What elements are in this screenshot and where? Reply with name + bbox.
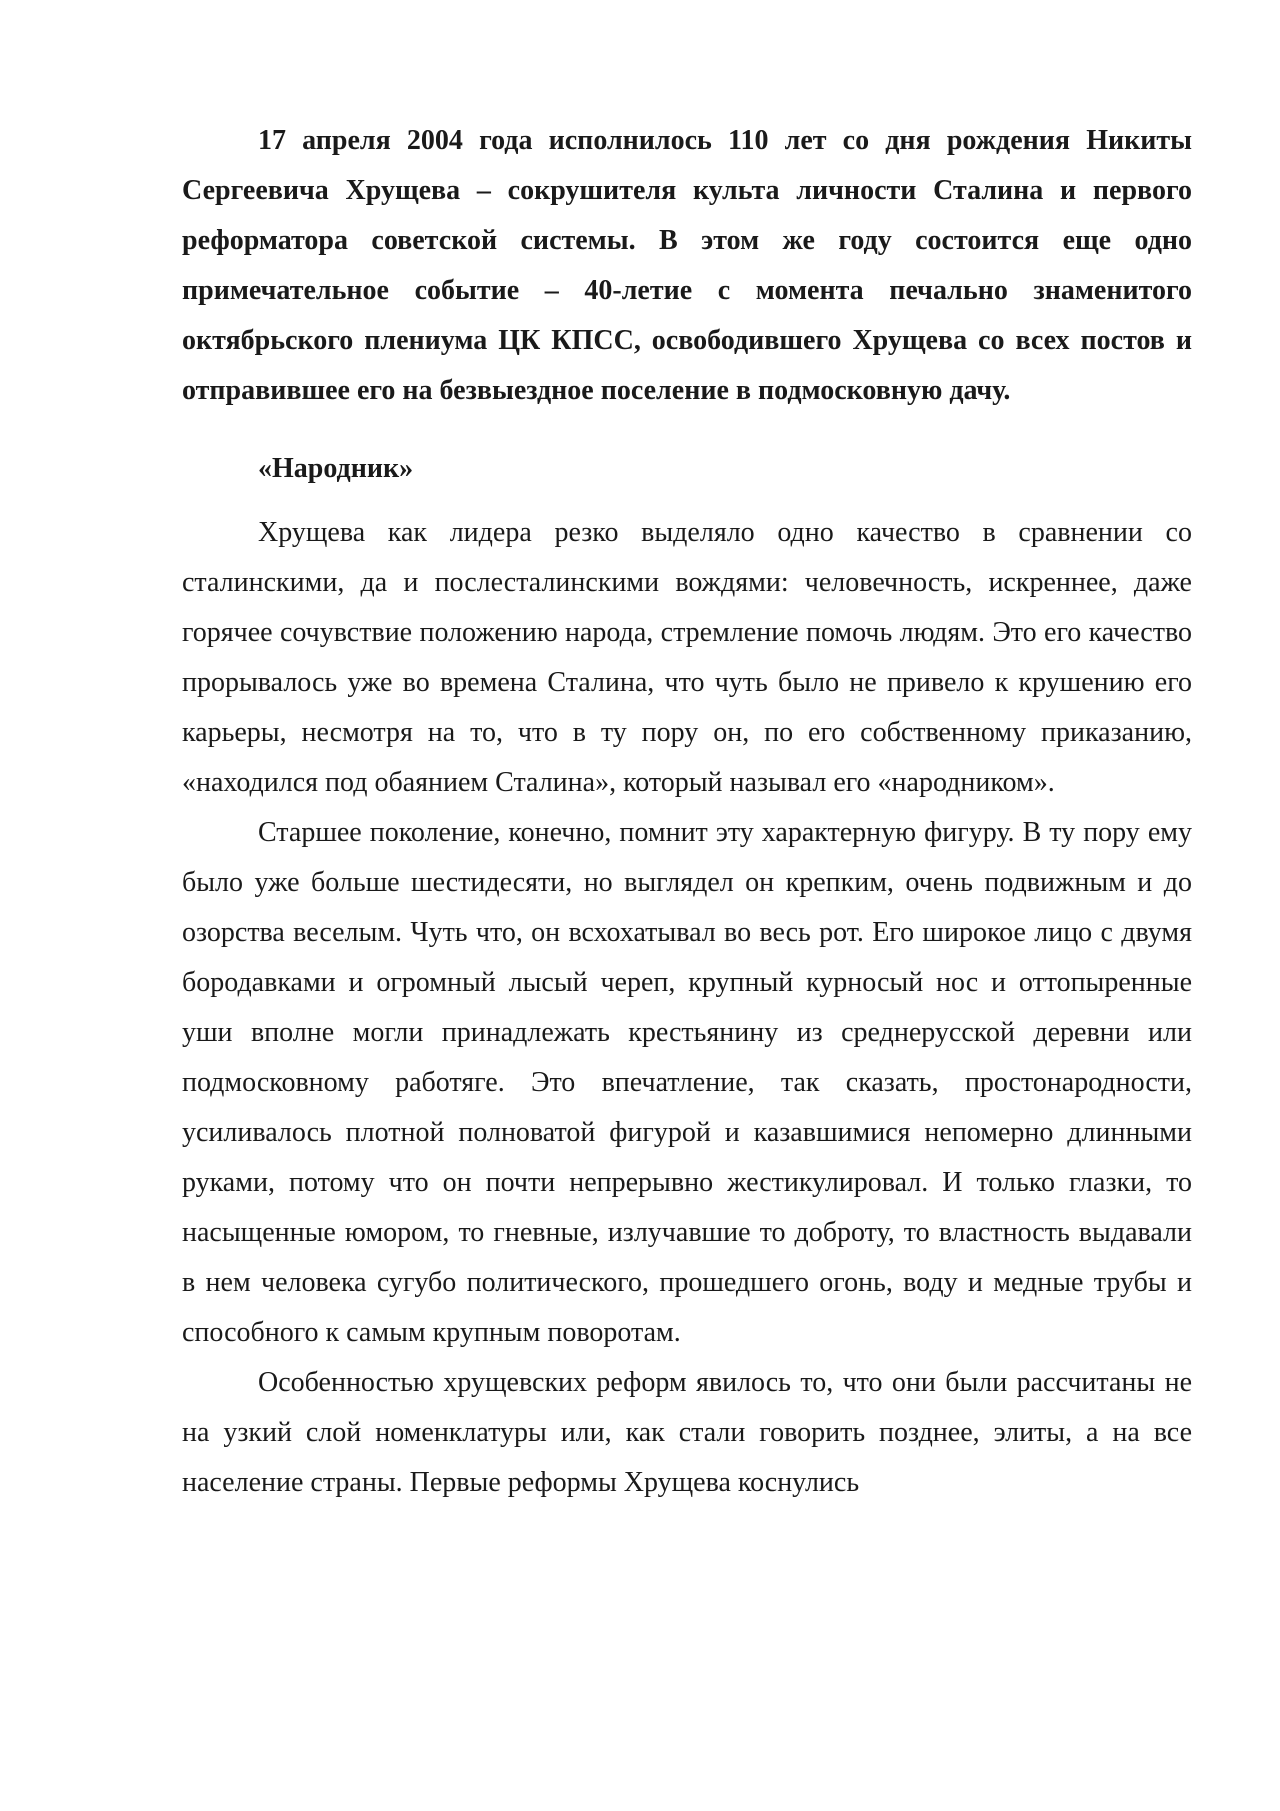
lead-paragraph: 17 апреля 2004 года исполнилось 110 лет со дня рождения Никиты Сергеевича Хрущева – сокрушителя культа личности Сталина и первого реформатора советской системы. В этом же году состоится еще одно примечательное событие – 40-летие с момента печально знаменитого октябрьского плениума ЦК КПСС, освободившего Хрущева со всех постов и отправившее его на безвыездное поселение в подмосковную дачу.: [182, 125, 1192, 406]
body-paragraph: Особенностью хрущевских реформ явилось то, что они были рассчитаны не на узкий слой номенклатуры или, как стали говорить позднее, элиты, а на все население страны. Первые реформы Хрущева коснулись: [182, 1367, 1192, 1498]
body-paragraph: Старшее поколение, конечно, помнит эту характерную фигуру. В ту пору ему было уже больше шестидесяти, но выглядел он крепким, очень подвижным и до озорства веселым. Чуть что, он всхохатывал во весь рот. Его широкое лицо с двумя бородавками и огромный лысый череп, крупный курносый нос и оттопыренные уши вполне могли принадлежать крестьянину из среднерусской деревни или подмосковному работяге. Это впечатление, так сказать, простонародности, усиливалось плотной полноватой фигурой и казавшимися непомерно длинными руками, потому что он почти непрерывно жестикулировал. И только глазки, то насыщенные юмором, то гневные, излучавшие то доброту, то властность выдавали в нем человека сугубо политического, прошедшего огонь, воду и медные трубы и способного к самым крупным поворотам.: [182, 817, 1192, 1348]
body-paragraph: Хрущева как лидера резко выделяло одно качество в сравнении со сталинскими, да и послесталинскими вождями: человечность, искреннее, даже горячее сочувствие положению народа, стремление помочь людям. Это его качество прорывалось уже во времена Сталина, что чуть было не привело к крушению его карьеры, несмотря на то, что в ту пору он, по его собственному приказанию, «находился под обаянием Сталина», который называл его «народником».: [182, 517, 1192, 798]
document-body: [182, 116, 1192, 1508]
section-heading: «Народник»: [258, 453, 414, 484]
